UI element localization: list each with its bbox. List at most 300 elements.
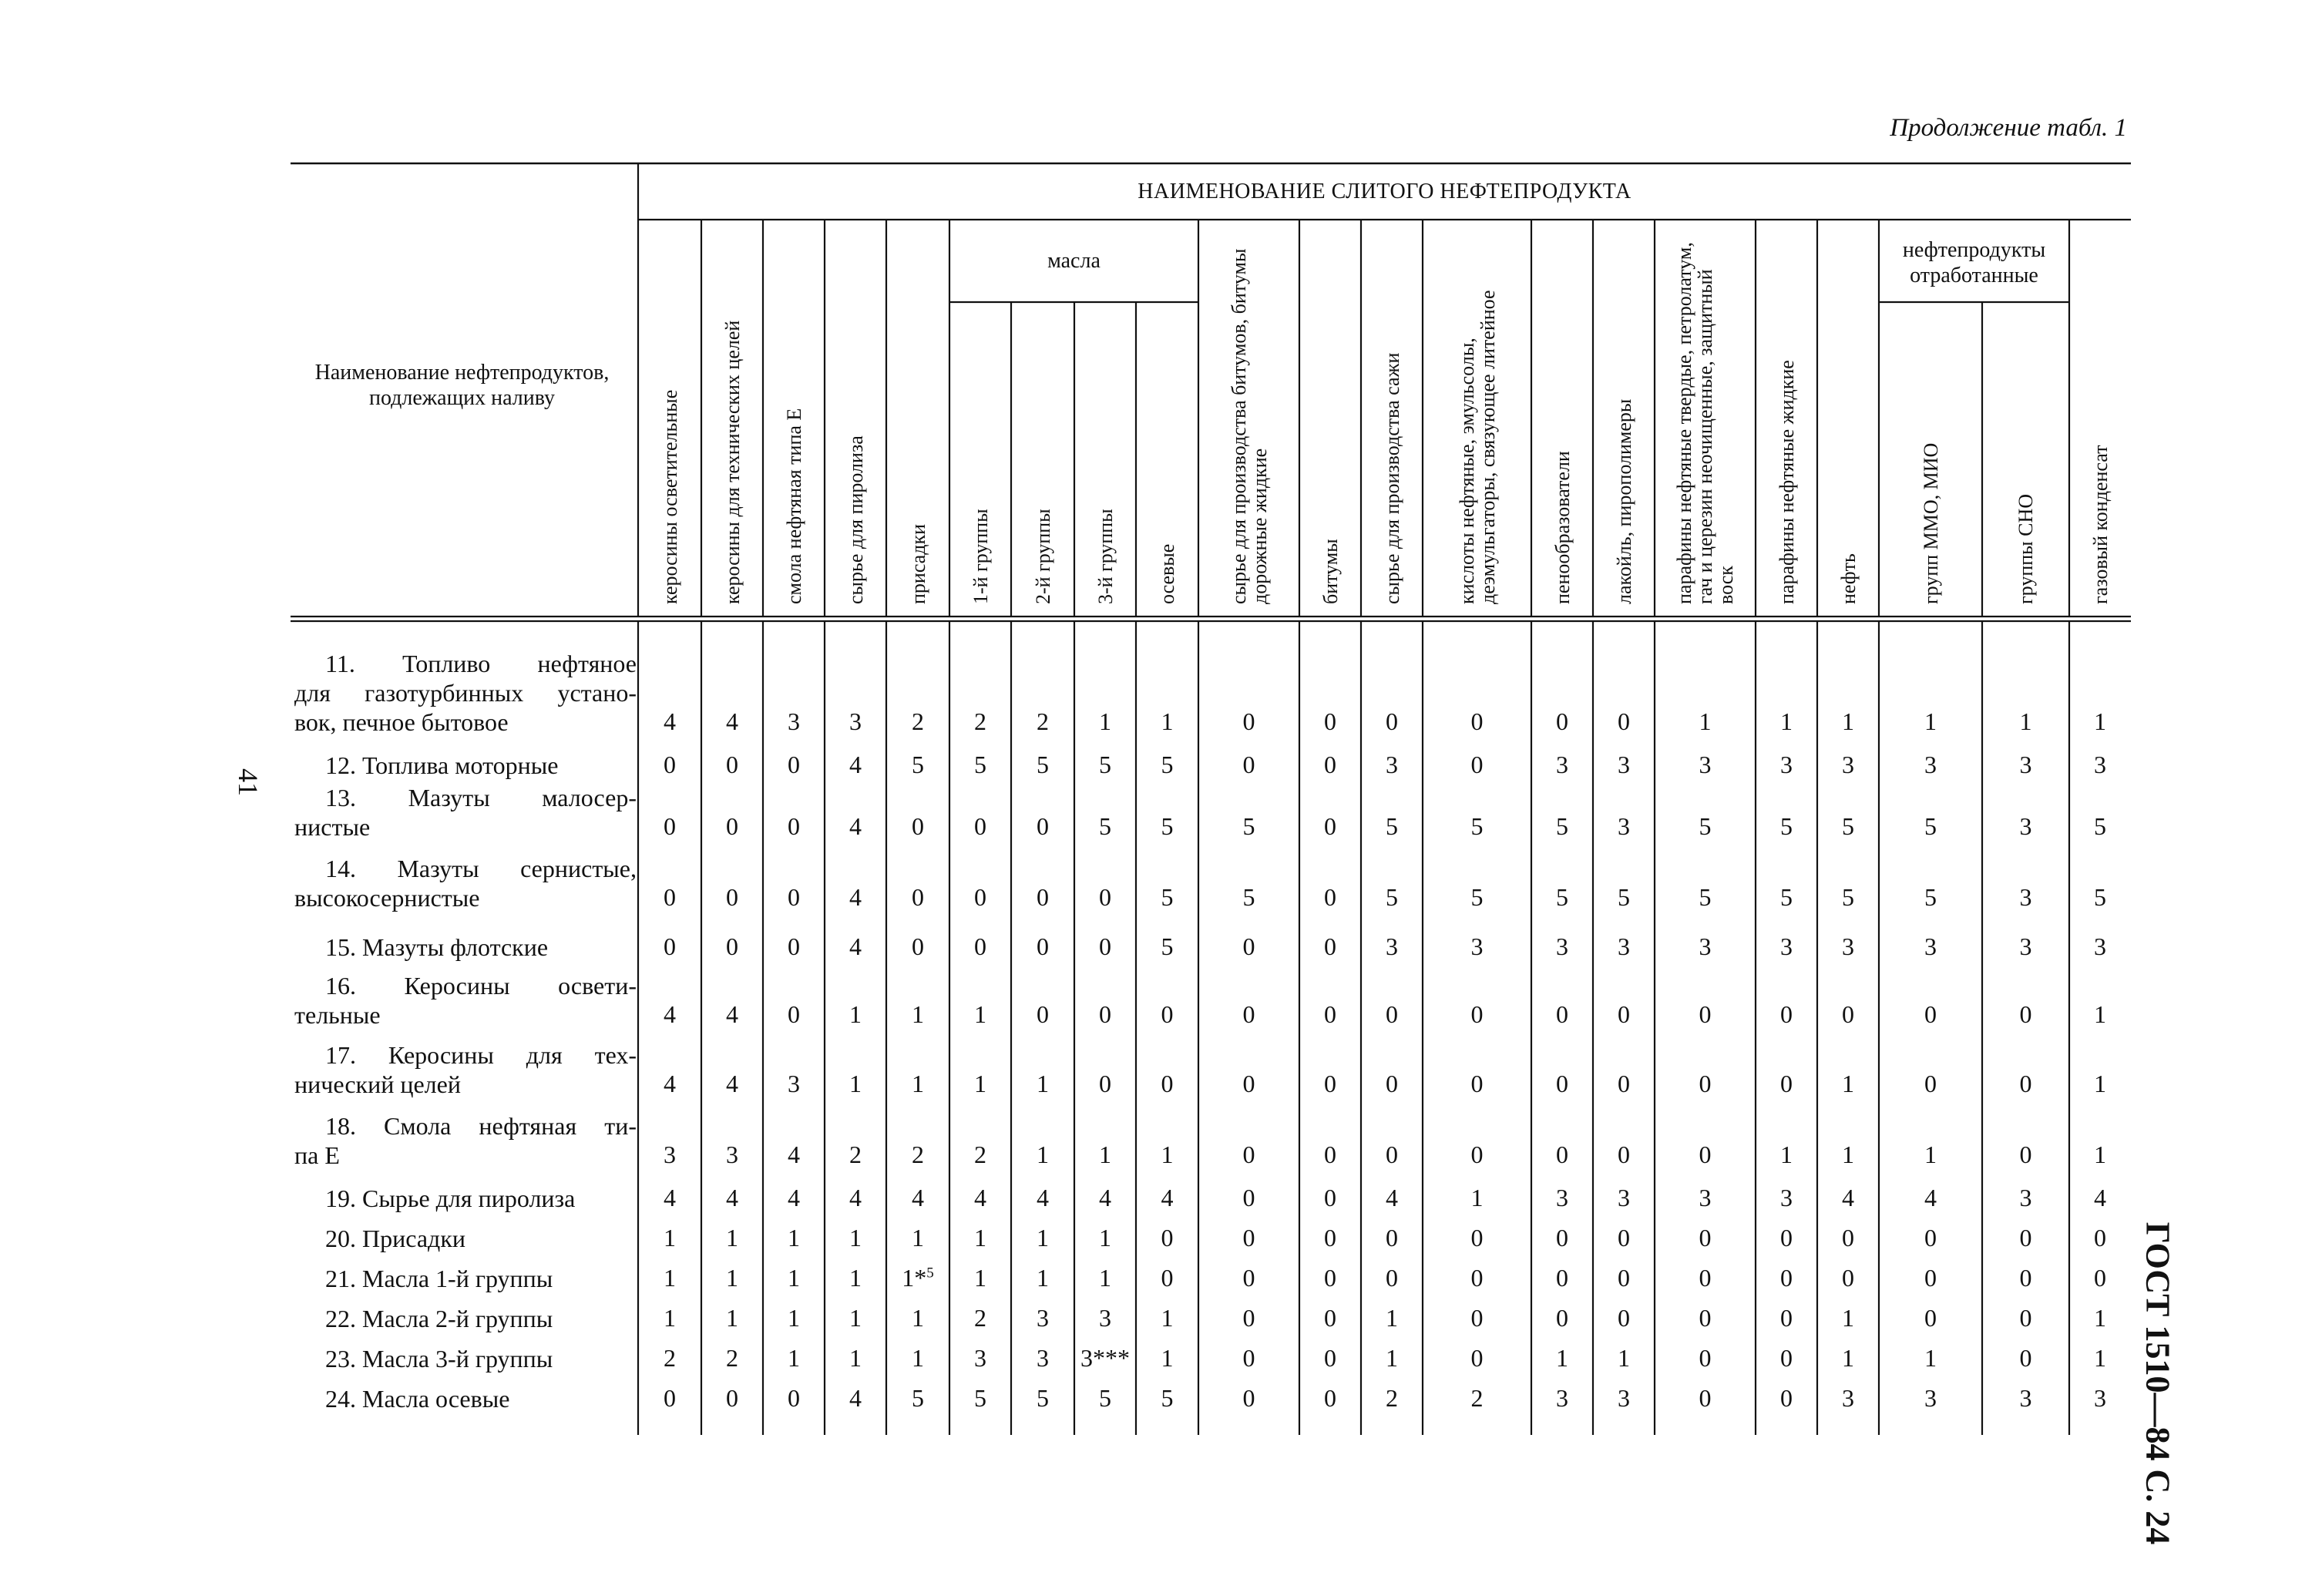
table-cell xyxy=(1618,751,1630,779)
cell-value: 3 xyxy=(974,1344,986,1372)
table-cell xyxy=(974,883,986,912)
cell-value: 0 xyxy=(1699,1070,1712,1097)
table-cell xyxy=(1924,751,1937,779)
cell-value: 0 xyxy=(1037,812,1049,840)
column-header-7 xyxy=(1011,302,1074,617)
table-cell xyxy=(849,1304,862,1332)
column-label: групп ММО, МИО xyxy=(1919,442,1942,604)
column-label: кислоты нефтяные, эмульсолы, деэмульгаторы, связующее литейное xyxy=(1455,290,1499,604)
table-cell xyxy=(1471,751,1484,779)
cell-value: 4 xyxy=(849,812,862,840)
cell-value: 0 xyxy=(1618,707,1630,735)
table-cell xyxy=(788,1344,800,1373)
table-cell xyxy=(1618,1224,1630,1252)
cell-value: 0 xyxy=(1924,1070,1937,1097)
cell-value: 3 xyxy=(788,1070,800,1097)
cell-value: 1 xyxy=(788,1264,800,1292)
cell-value: 0 xyxy=(1780,1000,1793,1028)
table-cell xyxy=(1699,1070,1712,1098)
cell-value: 0 xyxy=(1386,1224,1398,1252)
cell-value: 0 xyxy=(2094,1224,2106,1252)
table-cell xyxy=(788,1304,800,1332)
table-cell xyxy=(2094,751,2106,779)
cell-value: 5 xyxy=(1842,812,1854,840)
table-cell xyxy=(1699,1224,1712,1252)
table-cell xyxy=(1037,1070,1049,1098)
table-cell xyxy=(1556,707,1568,736)
table-cell xyxy=(1924,1224,1937,1252)
row-label-line: нический целей xyxy=(294,1070,461,1098)
cell-value: 0 xyxy=(1386,1070,1398,1097)
cell-value: 1 xyxy=(2094,1344,2106,1372)
cell-value: 0 xyxy=(1924,1264,1937,1292)
column-header-8 xyxy=(1074,302,1136,617)
cell-value: 0 xyxy=(788,932,800,960)
cell-value: 0 xyxy=(1699,1304,1712,1332)
table-cell xyxy=(2020,1264,2032,1292)
table-cell xyxy=(1780,1141,1793,1169)
cell-value: 0 xyxy=(788,1000,800,1028)
cell-value: 5 xyxy=(1037,1384,1049,1412)
cell-value: 0 xyxy=(1470,707,1484,735)
table-cell xyxy=(1386,883,1398,912)
cell-value: 0 xyxy=(1037,1000,1049,1028)
column-header-15 xyxy=(1593,220,1655,617)
table-cell xyxy=(1699,812,1712,841)
table-cell xyxy=(1699,1264,1712,1292)
cell-value: 3 xyxy=(1924,932,1937,960)
cell-value: 0 xyxy=(1556,1224,1568,1252)
cell-value: 0 xyxy=(1842,1000,1854,1028)
table-cell xyxy=(1556,1184,1568,1212)
table-cell xyxy=(788,1070,800,1098)
column-label: лакойль, пирополимеры xyxy=(1612,398,1635,604)
cell-value: 3 xyxy=(2094,932,2106,960)
cell-value: 5 xyxy=(1242,883,1255,911)
cell-value: 0 xyxy=(1780,1224,1793,1252)
cell-value: 0 xyxy=(1324,1344,1336,1372)
cell-value: 5 xyxy=(1470,883,1484,911)
cell-value: 1 xyxy=(912,1344,924,1372)
cell-value: 5 xyxy=(1924,883,1937,911)
column-header-5 xyxy=(886,220,949,617)
cell-value: 0 xyxy=(788,883,800,911)
column-header-2 xyxy=(701,220,763,617)
table-cell xyxy=(974,1184,986,1212)
table-cell xyxy=(1037,932,1049,961)
table-cell xyxy=(912,1184,924,1212)
table-cell xyxy=(912,932,924,961)
table-cell xyxy=(849,1141,862,1169)
cell-value: 0 xyxy=(1242,1384,1255,1412)
cell-value: 4 xyxy=(1842,1184,1854,1211)
table-cell xyxy=(1471,932,1484,961)
table-cell xyxy=(1324,1224,1336,1252)
table-cell xyxy=(1324,1184,1336,1212)
table-cell xyxy=(1324,707,1336,736)
column-label: битумы xyxy=(1319,539,1342,604)
table-cell xyxy=(664,1304,676,1332)
table-cell xyxy=(1924,1264,1937,1292)
column-label: 1-й группы xyxy=(969,509,992,604)
cell-value: 1 xyxy=(1842,1070,1854,1097)
cell-value: 1 xyxy=(912,1070,924,1097)
table-cell xyxy=(1924,1141,1937,1169)
cell-value: 3 xyxy=(1618,932,1630,960)
cell-value: 1 xyxy=(974,1000,986,1028)
table-cell xyxy=(1780,751,1793,779)
cell-value: 0 xyxy=(1699,1344,1712,1372)
cell-value: 0 xyxy=(1242,1184,1255,1211)
column-header-18 xyxy=(1817,220,1879,617)
table-cell xyxy=(1556,1070,1568,1098)
table-cell xyxy=(1243,751,1255,779)
column-header-21 xyxy=(2069,220,2131,617)
cell-value: 0 xyxy=(1470,751,1484,778)
row-label-line: 19. Сырье для пиролиза xyxy=(325,1184,576,1212)
table-cell xyxy=(1699,1184,1712,1212)
table-cell xyxy=(1471,1384,1484,1413)
cell-value: 4 xyxy=(664,1000,676,1028)
table-cell xyxy=(664,1070,676,1098)
table-cell xyxy=(1556,1344,1568,1373)
cell-value: 0 xyxy=(1699,1384,1712,1412)
cell-value: 1 xyxy=(1386,1344,1398,1372)
table-cell xyxy=(1618,1000,1630,1029)
table-cell xyxy=(974,751,986,779)
table-cell xyxy=(1386,1384,1398,1413)
table-cell xyxy=(1161,1344,1174,1373)
cell-value: 2 xyxy=(912,707,924,735)
table-cell xyxy=(1842,1070,1854,1098)
table-cell xyxy=(1618,1184,1630,1212)
cell-value: 1 xyxy=(1099,1224,1111,1252)
table-cell xyxy=(849,1184,862,1212)
column-label: керосины осветительные xyxy=(658,389,681,604)
cell-value: 1 xyxy=(2094,1000,2106,1028)
table-cell xyxy=(1243,883,1255,912)
table-cell xyxy=(1099,1184,1111,1212)
cell-value: 3 xyxy=(2094,1384,2106,1412)
table-cell xyxy=(1618,1141,1630,1169)
cell-value: 0 xyxy=(1324,812,1336,840)
column-header-11 xyxy=(1299,220,1361,617)
table-cell xyxy=(2094,1184,2106,1212)
cell-value: 5 xyxy=(1842,883,1854,911)
cell-value: 1 xyxy=(1699,707,1712,735)
table-cell xyxy=(2020,1184,2032,1212)
row-label-line: 11. Топливо нефтяное xyxy=(325,650,637,677)
cell-value: 0 xyxy=(1324,707,1336,735)
table-cell xyxy=(1099,1070,1111,1098)
cell-value: 1 xyxy=(849,1000,862,1028)
table-cell xyxy=(788,1000,800,1029)
table-cell xyxy=(849,1344,862,1373)
cell-value: 0 xyxy=(1556,1141,1568,1168)
cell-value: 0 xyxy=(1386,1000,1398,1028)
table-cell xyxy=(2020,1224,2032,1252)
cell-value: 0 xyxy=(1386,1264,1398,1292)
table-cell xyxy=(2020,751,2032,779)
table-cell xyxy=(1324,1141,1336,1169)
table-cell xyxy=(1780,1264,1793,1292)
cell-value: 1 xyxy=(1924,1141,1937,1168)
cell-value: 2 xyxy=(664,1344,676,1372)
cell-value: 5 xyxy=(1699,883,1712,911)
table-cell xyxy=(1037,1264,1049,1292)
table-cell xyxy=(1471,707,1484,736)
table-cell xyxy=(726,1184,738,1212)
table-cell xyxy=(1618,1264,1630,1292)
table-cell xyxy=(1161,1224,1174,1252)
cell-value: 0 xyxy=(1556,1000,1568,1028)
cell-value: 5 xyxy=(1386,883,1398,911)
table-cell xyxy=(1099,1141,1111,1169)
table-cell xyxy=(974,932,986,961)
cell-value: 4 xyxy=(1037,1184,1049,1211)
cell-value: 4 xyxy=(726,1000,738,1028)
cell-value: 0 xyxy=(1099,932,1111,960)
table-cell xyxy=(726,707,738,736)
column-label: группы СНО xyxy=(2015,493,2037,604)
cell-value: 1 xyxy=(1924,1344,1937,1372)
cell-value: 1 xyxy=(1161,1304,1174,1332)
cell-value: 0 xyxy=(788,751,800,778)
table-cell xyxy=(1099,1384,1111,1413)
table-cell xyxy=(1037,707,1049,736)
cell-value: 4 xyxy=(726,1070,738,1097)
cell-value: 4 xyxy=(788,1184,800,1211)
table-cell xyxy=(2094,1224,2106,1252)
table-cell xyxy=(1386,751,1398,779)
table-cell xyxy=(1556,1141,1568,1169)
cell-value: 3 xyxy=(1618,812,1630,840)
cell-value: 0 xyxy=(912,812,924,840)
cell-value: 0 xyxy=(1242,1141,1255,1168)
table-cell xyxy=(1037,1184,1049,1212)
table-cell xyxy=(1161,1070,1174,1098)
cell-value: 0 xyxy=(1242,707,1255,735)
row-label-line: 18. Смола нефтяная ти- xyxy=(325,1112,637,1140)
row-label-line: 12. Топлива моторные xyxy=(325,751,559,779)
table-cell xyxy=(1324,1264,1336,1292)
cell-value: 1 xyxy=(1037,1224,1049,1252)
table-cell xyxy=(1243,1141,1255,1169)
table-cell xyxy=(2020,812,2032,841)
table-cell xyxy=(1618,883,1630,912)
group-header-otrab: нефтепродукты отработанные xyxy=(1902,237,2046,287)
cell-value: 1 xyxy=(1037,1141,1049,1168)
cell-value: 0 xyxy=(1618,1141,1630,1168)
table-cell xyxy=(1924,1344,1937,1373)
column-header-3 xyxy=(763,220,825,617)
cell-value: 0 xyxy=(1699,1224,1712,1252)
table-cell xyxy=(1471,1264,1484,1292)
table-cell xyxy=(1780,932,1793,961)
column-label: керосины для технических целей xyxy=(721,320,744,604)
cell-value: 1 xyxy=(1161,1344,1174,1372)
table-cell xyxy=(1243,812,1255,841)
table-cell xyxy=(1842,812,1854,841)
cell-value: 1 xyxy=(1161,707,1174,735)
table-cell xyxy=(1386,707,1398,736)
cell-value: 0 xyxy=(2019,1264,2032,1292)
cell-value: 0 xyxy=(1161,1000,1174,1028)
cell-value: 3 xyxy=(1037,1344,1049,1372)
table-cell xyxy=(912,1344,924,1373)
table-cell xyxy=(1037,1000,1049,1029)
row-label-line: 14. Мазуты сернистые, xyxy=(325,855,637,882)
table-cell xyxy=(2094,883,2106,912)
table-cell xyxy=(1618,1384,1630,1413)
table-cell xyxy=(849,707,862,736)
table-cell xyxy=(1780,883,1793,912)
table-cell xyxy=(1842,751,1854,779)
table-cell xyxy=(1386,1070,1398,1098)
cell-value: 0 xyxy=(974,883,986,911)
table-cell xyxy=(664,751,676,779)
table-cell xyxy=(912,1224,924,1252)
table-cell xyxy=(1037,883,1049,912)
table-cell xyxy=(2094,932,2106,961)
cell-value: 1 xyxy=(912,1224,924,1252)
table-cell xyxy=(788,1264,800,1292)
table-cell xyxy=(849,1224,862,1252)
cell-value: 4 xyxy=(2094,1184,2106,1211)
table-cell xyxy=(1618,1070,1630,1098)
cell-value: 1 xyxy=(1618,1344,1630,1372)
table-cell xyxy=(849,1264,862,1292)
cell-value: 5 xyxy=(1699,812,1712,840)
cell-value: 1 xyxy=(2019,707,2032,735)
table-cell xyxy=(849,1384,862,1413)
cell-value: 3 xyxy=(2019,883,2032,911)
column-label: 2-й группы xyxy=(1031,509,1054,604)
cell-value: 0 xyxy=(974,812,986,840)
row-label-line: для газотурбинных устано- xyxy=(294,679,637,707)
cell-value: 3 xyxy=(1924,751,1937,778)
table-cell xyxy=(1556,1224,1568,1252)
table-cell xyxy=(1386,1184,1398,1212)
cell-value: 1 xyxy=(912,1000,924,1028)
cell-value: 5 xyxy=(1161,812,1174,840)
table-cell xyxy=(1324,932,1336,961)
table-cell xyxy=(1842,707,1854,736)
cell-value: 3 xyxy=(1699,751,1712,778)
cell-value: 3 xyxy=(1842,1384,1854,1412)
table-cell xyxy=(1924,932,1937,961)
cell-value: 5 xyxy=(1161,883,1174,911)
table-cell xyxy=(664,1384,676,1413)
column-header-10 xyxy=(1198,220,1299,617)
row-label-line: 21. Масла 1-й группы xyxy=(325,1265,553,1292)
table-cell xyxy=(912,1304,924,1332)
table-cell xyxy=(2020,883,2032,912)
table-cell xyxy=(2020,1344,2032,1373)
cell-value: 1 xyxy=(1470,1184,1484,1211)
cell-value: 4 xyxy=(664,1184,676,1211)
cell-value: 0 xyxy=(1324,751,1336,778)
row-label-line: высокосернистые xyxy=(294,884,480,912)
cell-value: 3 xyxy=(1470,932,1484,960)
table-cell xyxy=(1556,751,1568,779)
table-cell xyxy=(1243,1384,1255,1413)
table-cell xyxy=(1924,1000,1937,1029)
table-cell xyxy=(1618,1344,1630,1373)
cell-value: 0 xyxy=(1242,1000,1255,1028)
table-cell xyxy=(1099,1304,1111,1332)
table-cell xyxy=(664,883,676,912)
table-cell xyxy=(1324,1344,1336,1373)
cell-value: 4 xyxy=(849,1184,862,1211)
table-cell xyxy=(726,1264,738,1292)
table-cell xyxy=(1037,1304,1049,1332)
table-cell xyxy=(726,1224,738,1252)
page-number: 41 xyxy=(233,768,264,796)
table-cell xyxy=(726,883,738,912)
cell-value: 5 xyxy=(2094,883,2106,911)
cell-value: 0 xyxy=(1556,1304,1568,1332)
table-cell xyxy=(1780,707,1793,736)
table-cell xyxy=(664,1224,676,1252)
continuation-title: Продолжение табл. 1 xyxy=(1890,114,2127,142)
cell-value: 0 xyxy=(1161,1070,1174,1097)
table-cell xyxy=(726,1000,738,1029)
cell-value: 1 xyxy=(1842,1344,1854,1372)
cell-value: 3 xyxy=(1556,1184,1568,1211)
column-label: пенообразователи xyxy=(1551,451,1574,604)
group-header-masla: масла xyxy=(1047,249,1101,273)
table-cell xyxy=(2020,1384,2032,1413)
cell-value: 3 xyxy=(2094,751,2106,778)
table-cell xyxy=(788,1384,800,1413)
table-cell xyxy=(1099,812,1111,841)
cell-value: 4 xyxy=(664,1070,676,1097)
cell-value: 0 xyxy=(1324,1224,1336,1252)
table-cell xyxy=(1471,1141,1484,1169)
row-label-line: тельные xyxy=(294,1001,381,1029)
table-cell xyxy=(1243,1304,1255,1332)
cell-value: 0 xyxy=(1324,1000,1336,1028)
table-cell xyxy=(1243,1264,1255,1292)
cell-value: 0 xyxy=(1324,932,1336,960)
cell-value: 4 xyxy=(726,1184,738,1211)
table-cell xyxy=(1699,883,1712,912)
table-cell xyxy=(1471,1000,1484,1029)
cell-value: 3 xyxy=(1780,932,1793,960)
table-cell xyxy=(1243,707,1255,736)
column-label: нефть xyxy=(1836,553,1860,604)
column-label: сырье для пиролиза xyxy=(844,435,867,604)
table-cell xyxy=(1556,1304,1568,1332)
cell-value: 3 xyxy=(849,707,862,735)
row-label-line: 15. Мазуты флотские xyxy=(325,933,549,961)
cell-value: 1 xyxy=(788,1344,800,1372)
table-cell xyxy=(1924,812,1937,841)
main-header: НАИМЕНОВАНИЕ СЛИТОГО НЕФТЕПРОДУКТА xyxy=(1138,179,1632,203)
cell-value: 1 xyxy=(726,1304,738,1332)
cell-value: 1 xyxy=(912,1304,924,1332)
cell-value: 0 xyxy=(1386,1141,1398,1168)
cell-value: 1 xyxy=(1037,1070,1049,1097)
table-cell xyxy=(1243,1224,1255,1252)
cell-value: 0 xyxy=(1842,1224,1854,1252)
table-cell xyxy=(912,707,924,736)
table-cell xyxy=(1243,1184,1255,1212)
cell-value: 0 xyxy=(1037,932,1049,960)
cell-value: 0 xyxy=(1470,1070,1484,1097)
table-cell xyxy=(1699,1000,1712,1029)
